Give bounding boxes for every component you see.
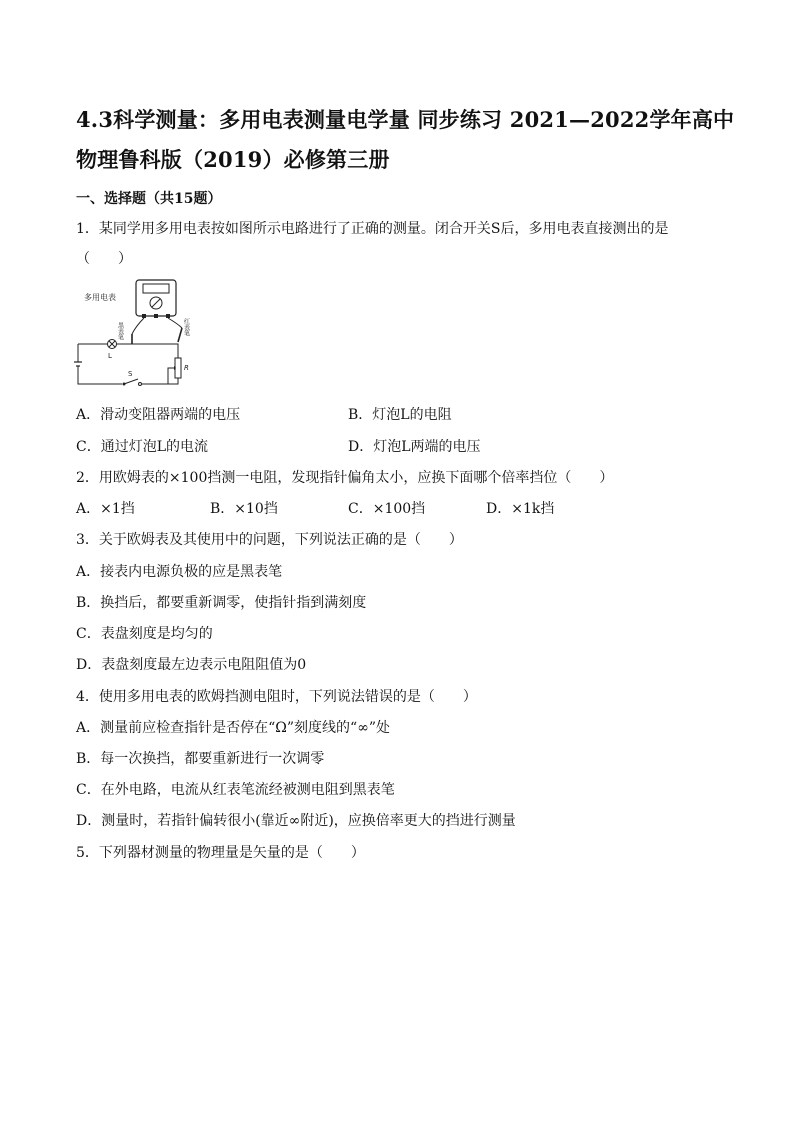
question-2-stem: 2．用欧姆表的×100挡测一电阻，发现指针偏角太小，应换下面哪个倍率挡位（ ） <box>76 470 614 486</box>
question-3-stem: 3．关于欧姆表及其使用中的问题，下列说法正确的是（ ） <box>76 532 463 548</box>
resistor-label: R <box>184 364 189 372</box>
question-1-stem-cont: （ ） <box>76 251 132 267</box>
lamp-label: L <box>108 352 112 360</box>
q3-option-c: C．表盘刻度是均匀的 <box>76 626 213 642</box>
section-heading: 一、选择题（共15题） <box>76 191 222 207</box>
q4-option-d: D．测量时，若指针偏转很小(靠近∞附近)，应换倍率更大的挡进行测量 <box>76 813 516 829</box>
q3-option-b: B．换挡后，都要重新调零，使指针指到满刻度 <box>76 595 367 611</box>
q4-option-b: B．每一次换挡，都要重新进行一次调零 <box>76 751 325 767</box>
q3-option-a: A．接表内电源负极的应是黑表笔 <box>76 564 283 580</box>
q2-option-c: C．×100挡 <box>348 501 426 517</box>
q1-option-a: A．滑动变阻器两端的电压 <box>76 407 241 423</box>
q2-option-d: D．×1k挡 <box>486 501 555 517</box>
q4-option-c: C．在外电路，电流从红表笔流经被测电阻到黑表笔 <box>76 782 395 798</box>
red-probe-label: 红表笔 <box>182 318 190 336</box>
q1-option-d: D．灯泡L两端的电压 <box>348 439 481 455</box>
question-4-stem: 4．使用多用电表的欧姆挡测电阻时，下列说法错误的是（ ） <box>76 689 477 705</box>
switch-label: S <box>128 370 133 378</box>
meter-label: 多用电表 <box>84 293 116 302</box>
black-probe-label: 黑表笔 <box>116 322 124 340</box>
question-5-stem: 5．下列器材测量的物理量是矢量的是（ ） <box>76 845 365 861</box>
q4-option-a: A．测量前应检查指针是否停在“Ω”刻度线的“∞”处 <box>76 720 391 736</box>
multimeter-body <box>136 280 176 316</box>
q3-option-d: D．表盘刻度最左边表示电阻阻值为0 <box>76 657 307 673</box>
document-title: 4.3科学测量：多用电表测量电学量 同步练习 2021—2022学年高中物理鲁科版（2019）必修第三册 <box>76 107 735 172</box>
q1-option-c: C．通过灯泡L的电流 <box>76 439 209 455</box>
question-1-stem: 1．某同学用多用电表按如图所示电路进行了正确的测量。闭合开关S后，多用电表直接测出的是 <box>76 221 669 237</box>
q2-option-a: A．×1挡 <box>76 501 135 517</box>
circuit-diagram <box>74 278 204 394</box>
q2-option-b: B．×10挡 <box>210 501 278 517</box>
multimeter-display <box>143 284 169 293</box>
q1-option-b: B．灯泡L的电阻 <box>348 407 452 423</box>
